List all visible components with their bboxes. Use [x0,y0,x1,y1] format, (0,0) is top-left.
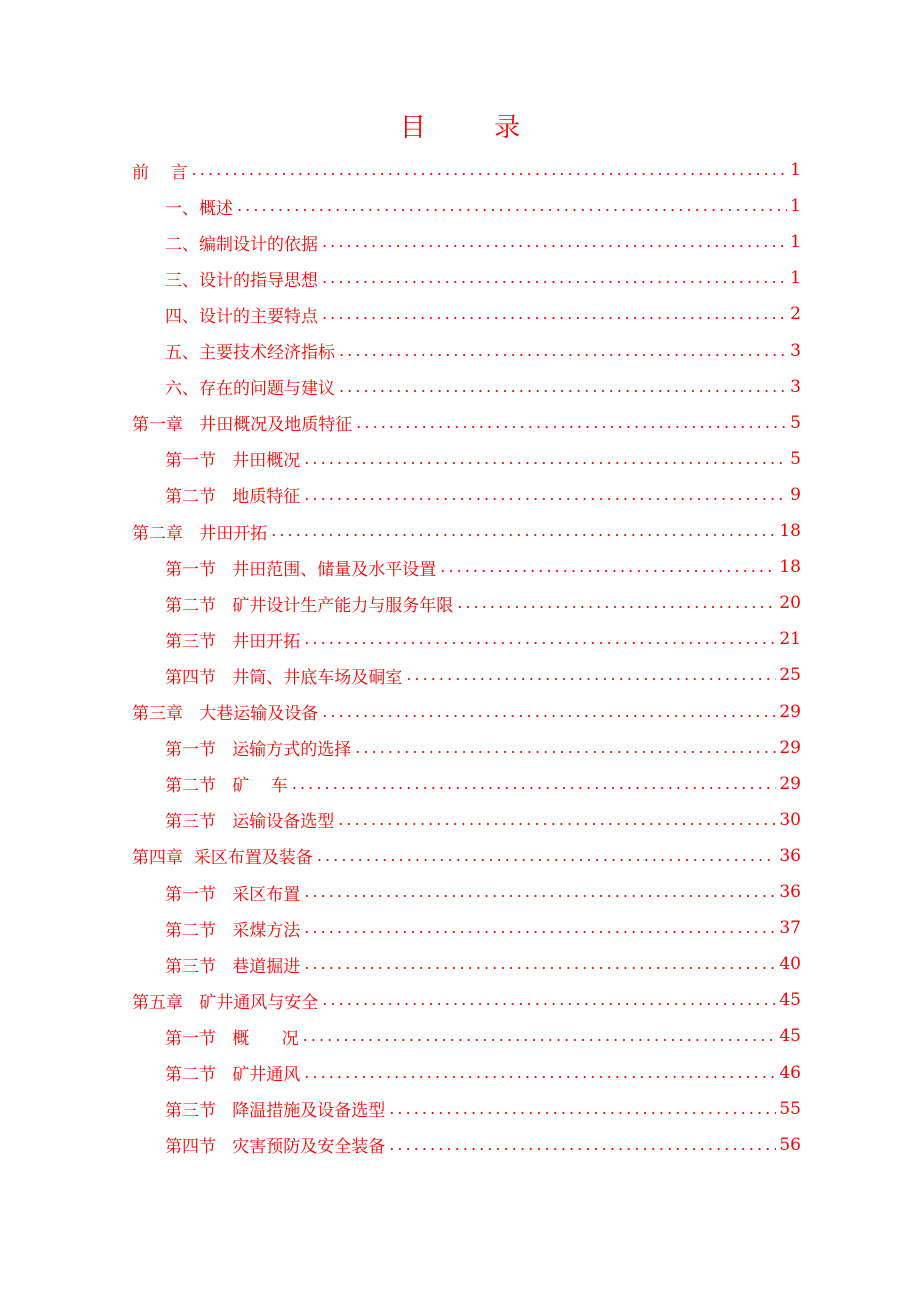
toc-entry-label: 第一节 井田范围、储量及水平设置 [165,559,437,580]
toc-entry-label: 第一节 采区布置 [165,884,301,905]
toc-section-entry[interactable] [165,910,801,946]
toc-chapter-entry[interactable] [132,838,801,874]
toc-page-number: 55 [779,1098,801,1119]
toc-section-entry[interactable] [165,802,801,838]
toc-page-number: 56 [779,1134,801,1155]
toc-section-entry[interactable] [165,730,801,766]
toc-entry-label: 一、概述 [165,198,233,219]
toc-dot-leader [339,333,787,369]
toc-section-entry[interactable] [165,1018,801,1054]
toc-page-number: 3 [790,376,801,397]
toc-entry-label: 三、设计的指导思想 [165,270,318,291]
toc-chapter-entry[interactable] [132,513,801,549]
toc-section-entry[interactable] [165,766,801,802]
toc-entry-label: 第二节 矿 车 [165,776,288,797]
toc-dot-leader [406,657,776,693]
toc-entry-label: 第一节 概 况 [165,1028,299,1049]
toc-entry-label: 第三章 大巷运输及设备 [132,704,319,724]
toc-page-number: 1 [790,160,801,180]
toc-page-number: 18 [779,521,801,541]
toc-entry-label: 第一节 井田概况 [165,451,301,472]
toc-entry-label: 第一节 运输方式的选择 [165,740,352,761]
toc-chapter-entry[interactable] [132,152,801,188]
toc-page-number: 40 [779,954,801,975]
toc-page-number: 29 [779,701,801,722]
toc-chapter-entry[interactable] [132,694,801,730]
toc-section-entry[interactable] [165,296,801,332]
toc-section-entry[interactable] [165,333,801,369]
toc-page-number: 1 [790,268,801,289]
toc-dot-leader [322,224,787,260]
toc-dot-leader [322,694,776,730]
toc-page-number: 18 [779,557,801,578]
toc-dot-leader [304,946,776,982]
toc-dot-leader [292,766,777,802]
toc-entry-label: 四、设计的主要特点 [165,306,318,327]
toc-dot-leader [457,585,776,621]
toc-entry-label: 第一章 井田概况及地质特征 [132,415,353,436]
toc-section-entry[interactable] [165,1127,801,1163]
toc-entry-label: 五、主要技术经济指标 [165,343,335,363]
toc-page-number: 1 [790,232,801,253]
toc-dot-leader [304,621,776,657]
toc-section-entry[interactable] [165,1055,801,1091]
toc-page-number: 29 [779,737,801,758]
toc-dot-leader [271,513,776,549]
toc-section-entry[interactable] [165,260,801,296]
toc-section-entry[interactable] [165,874,801,910]
toc-page-number: 5 [790,412,801,433]
toc-page-number: 36 [779,882,801,902]
toc-entry-label: 第三节 巷道掘进 [165,956,301,977]
toc-dot-leader [389,1091,776,1127]
toc-section-entry[interactable] [165,477,801,513]
toc-dot-leader [355,730,776,766]
toc-dot-leader [317,838,777,874]
toc-page-number: 1 [790,196,801,217]
toc-page-number: 21 [779,629,801,650]
toc-chapter-entry[interactable] [132,405,801,441]
toc-section-entry[interactable] [165,657,801,693]
toc-entry-label: 第三节 井田开拓 [165,631,301,652]
toc-dot-leader [304,441,787,477]
toc-entry-label: 六、存在的问题与建议 [165,379,335,400]
toc-title: 目 录 [399,113,551,143]
toc-section-entry[interactable] [165,549,801,585]
toc-page-number: 46 [779,1062,801,1083]
toc-entry-label: 第四节 灾害预防及安全装备 [165,1137,386,1158]
toc-entry-label: 第二节 矿井设计生产能力与服务年限 [165,595,454,616]
toc-page-number: 45 [779,1026,801,1047]
toc-dot-leader [237,188,787,224]
toc-entry-label: 二、编制设计的依据 [165,234,318,255]
toc-dot-leader [322,982,776,1018]
toc-dot-leader [192,152,788,188]
toc-dot-leader [356,405,787,441]
toc-entry-label: 第三节 降温措施及设备选型 [165,1101,386,1122]
toc-section-entry[interactable] [165,946,801,982]
toc-section-entry[interactable] [165,441,801,477]
toc-dot-leader [339,369,787,405]
toc-dot-leader [338,802,776,838]
toc-section-entry[interactable] [165,224,801,260]
toc-dot-leader [440,549,776,585]
toc-entry-label: 前 言 [132,162,188,183]
toc-dot-leader [304,477,787,513]
toc-dot-leader [389,1127,776,1163]
toc-entry-label: 第二章 井田开拓 [132,523,268,544]
toc-entry-label: 第四章 采区布置及装备 [132,848,313,869]
toc-section-entry[interactable] [165,585,801,621]
toc-dot-leader [303,1018,777,1054]
toc-section-entry[interactable] [165,1091,801,1127]
toc-page-number: 5 [790,448,801,469]
toc-entry-label: 第四节 井筒、井底车场及硐室 [165,667,403,688]
toc-section-entry[interactable] [165,369,801,405]
toc-page-number: 9 [790,484,801,505]
toc-chapter-entry[interactable] [132,982,801,1018]
toc-page-number: 3 [790,340,801,361]
toc-entry-label: 第二节 采煤方法 [165,920,301,941]
toc-dot-leader [304,874,776,910]
toc-entry-label: 第二节 地质特征 [165,487,301,508]
toc-page-number: 29 [779,773,801,794]
toc-page-number: 2 [790,304,801,325]
toc-dot-leader [322,296,787,332]
toc-section-entry[interactable] [165,188,801,224]
toc-page-number: 36 [779,845,801,866]
toc-dot-leader [322,260,787,296]
toc-section-entry[interactable] [165,621,801,657]
toc-dot-leader [304,910,776,946]
toc-page-number: 20 [779,593,801,614]
toc-page-number: 37 [779,918,801,939]
toc-page-number: 45 [779,990,801,1011]
toc-entry-label: 第三节 运输设备选型 [165,812,335,833]
toc-page-number: 30 [779,809,801,830]
toc-dot-leader [304,1055,776,1091]
toc-entry-label: 第二节 矿井通风 [165,1065,301,1085]
toc-page-number: 25 [779,665,801,686]
toc-entry-label: 第五章 矿井通风与安全 [132,992,319,1013]
